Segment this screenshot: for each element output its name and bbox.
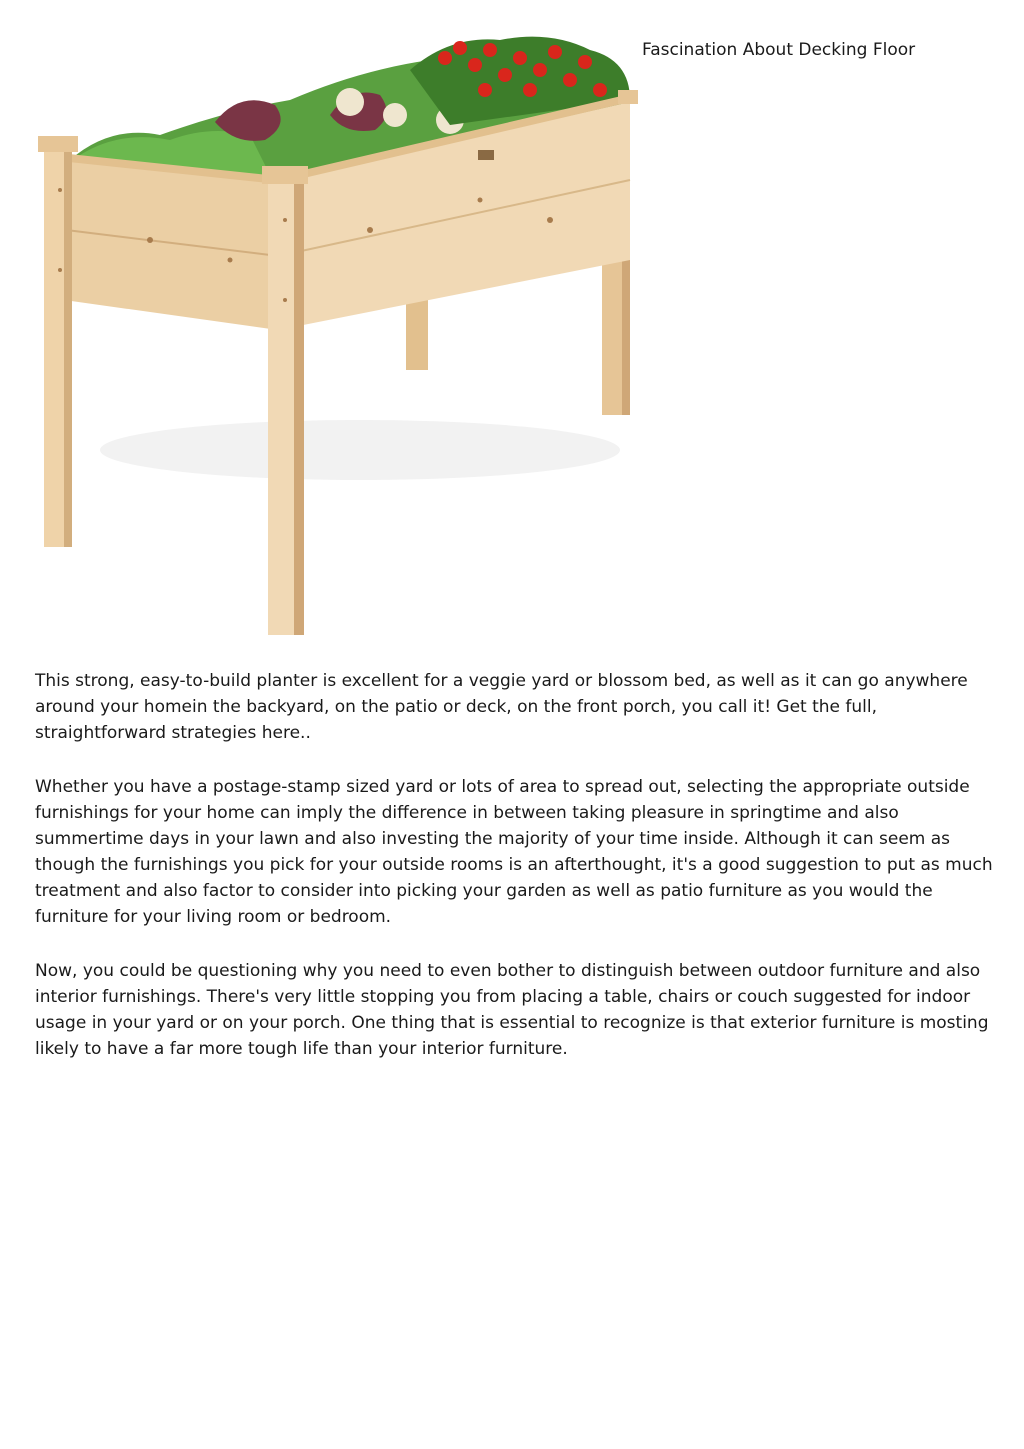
article-body (35, 668, 995, 1090)
paragraph-3: Now, you could be questioning why you need to even bother to distinguish between outdoor furniture and also interior furnishings. There's very little stopping you from placing a table, chairs or couch suggested for indoor usage in your yard or on your porch. One thing that is essential to recognize is that exterior furniture is mosting likely to have a far more tough life than your interior furniture. (35, 961, 989, 1059)
raised-garden-bed-illustration (30, 30, 640, 640)
paragraph-1: This strong, easy-to-build planter is excellent for a veggie yard or blossom bed, as well as it can go anywhere around your homein the backyard, on the patio or deck, on the front porch, you call it! Get the full, straightforward strategies here.. (35, 671, 968, 743)
paragraph-2: Whether you have a postage-stamp sized yard or lots of area to spread out, selecting the appropriate outside furnishings for your home can imply the difference in between taking pleasure in springtime and also summertime days in your lawn and also investing the majority of your time inside. Although it can seem as though the furnishings you pick for your outside rooms is an afterthought, it's a good suggestion to put as much treatment and also factor to consider into picking your garden as well as patio furniture as you would the furniture for your living room or bedroom. (35, 777, 993, 927)
planter-image (30, 30, 640, 640)
page-title: Fascination About Decking Floor (642, 40, 916, 60)
